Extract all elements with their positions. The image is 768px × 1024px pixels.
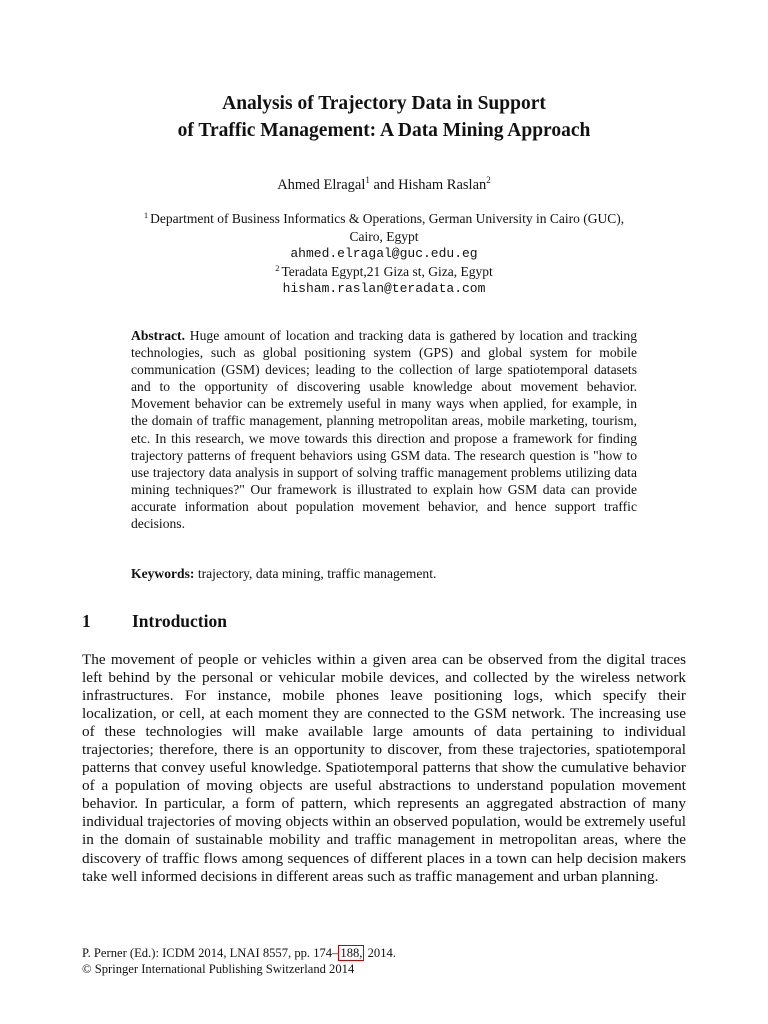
section-heading xyxy=(82,610,227,632)
title-line-1: Analysis of Trajectory Data in Support xyxy=(222,93,546,114)
citation-text: P. Perner (Ed.): ICDM 2014, LNAI 8557, pp. 174– xyxy=(82,946,339,960)
author-name: Ahmed Elragal xyxy=(277,177,366,193)
body-paragraph: The movement of people or vehicles within a given area can be observed from the digital traces left behind by the personal or vehicular mobile devices, and collected by the wireless network infrastructures. For instance, mobile phones leave positioning logs, which specify their localization, or cell, at each moment they are connected to the GSM network. The increasing use of these technologies will make available large amounts of data pertaining to individual trajectories; therefore, there is an opportunity to discover, from these trajectories, spatiotemporal patterns that convey useful knowledge. Spatiotemporal patterns that show the cumulative behavior of a population of moving objects are useful abstractions to understand population movement behavior. In particular, a form of pattern, which represents an aggregated abstraction of many individual trajectories of moving objects within an observed population, would be extremely useful in the domain of sustainable mobility and traffic management in metropolitan areas, where the discovery of traffic flows among sequences of different places in a town can help decision makers take well informed decisions in different areas such as traffic management and urban planning. xyxy=(82,651,686,885)
page-range-link[interactable]: 188, xyxy=(340,946,363,960)
section-number: 1 xyxy=(82,611,91,631)
keywords-text: trajectory, data mining, traffic management. xyxy=(197,566,437,581)
affiliation-marker: 1 xyxy=(143,210,149,220)
author-separator: and xyxy=(369,177,399,193)
abstract-text: Huge amount of location and tracking data is gathered by location and tracking technologies, such as global positioning system (GPS) and global system for mobile communication (GSM) devices; leading to the collection of large spatiotemporal datasets and to the opportunity of discovering usable knowledge about movement behavior. Movement behavior can be extremely useful in many ways when applied, for example, in the domain of traffic management, planning metropolitan areas, mobile marketing, tourism, etc. In this research, we move towards this direction and propose a framework for finding trajectory patterns of frequent behaviors using GSM data. The research question is "how to use trajectory data analysis in support of solving traffic management problems utilizing data mining techniques?" Our framework is illustrated to explain how GSM data can provide accurate information about population movement behavior, and hence support traffic decisions. xyxy=(131,328,637,532)
affiliation-1 xyxy=(0,210,768,228)
keywords xyxy=(131,565,637,582)
author-affiliation-marker: 2 xyxy=(486,175,491,185)
citation-line xyxy=(82,945,396,961)
email-link[interactable]: ahmed.elragal@guc.edu.eg xyxy=(290,246,478,261)
author-affiliation-marker: 1 xyxy=(365,175,370,185)
author-list xyxy=(0,176,768,194)
affiliation-text: Teradata Egypt,21 Giza st, Giza, Egypt xyxy=(281,263,493,279)
paper-title xyxy=(0,90,768,144)
affiliations xyxy=(0,210,768,298)
copyright-line: © Springer International Publishing Switzerland 2014 xyxy=(82,962,355,976)
abstract-label: Abstract. xyxy=(131,328,185,343)
email-link[interactable]: hisham.raslan@teradata.com xyxy=(282,281,486,296)
citation-year: 2014. xyxy=(364,946,396,960)
author-name: Hisham Raslan xyxy=(398,177,487,193)
title-line-2: of Traffic Management: A Data Mining Approach xyxy=(177,120,591,141)
abstract xyxy=(131,327,637,532)
section-title: Introduction xyxy=(132,611,227,631)
affiliation-1-city: Cairo, Egypt xyxy=(349,228,419,244)
affiliation-text: Department of Business Informatics & Operations, German University in Cairo (GUC), xyxy=(150,211,625,226)
affiliation-marker: 2 xyxy=(275,262,280,273)
affiliation-2 xyxy=(0,263,768,281)
footer-citation xyxy=(82,945,396,977)
keywords-label: Keywords: xyxy=(131,566,195,581)
